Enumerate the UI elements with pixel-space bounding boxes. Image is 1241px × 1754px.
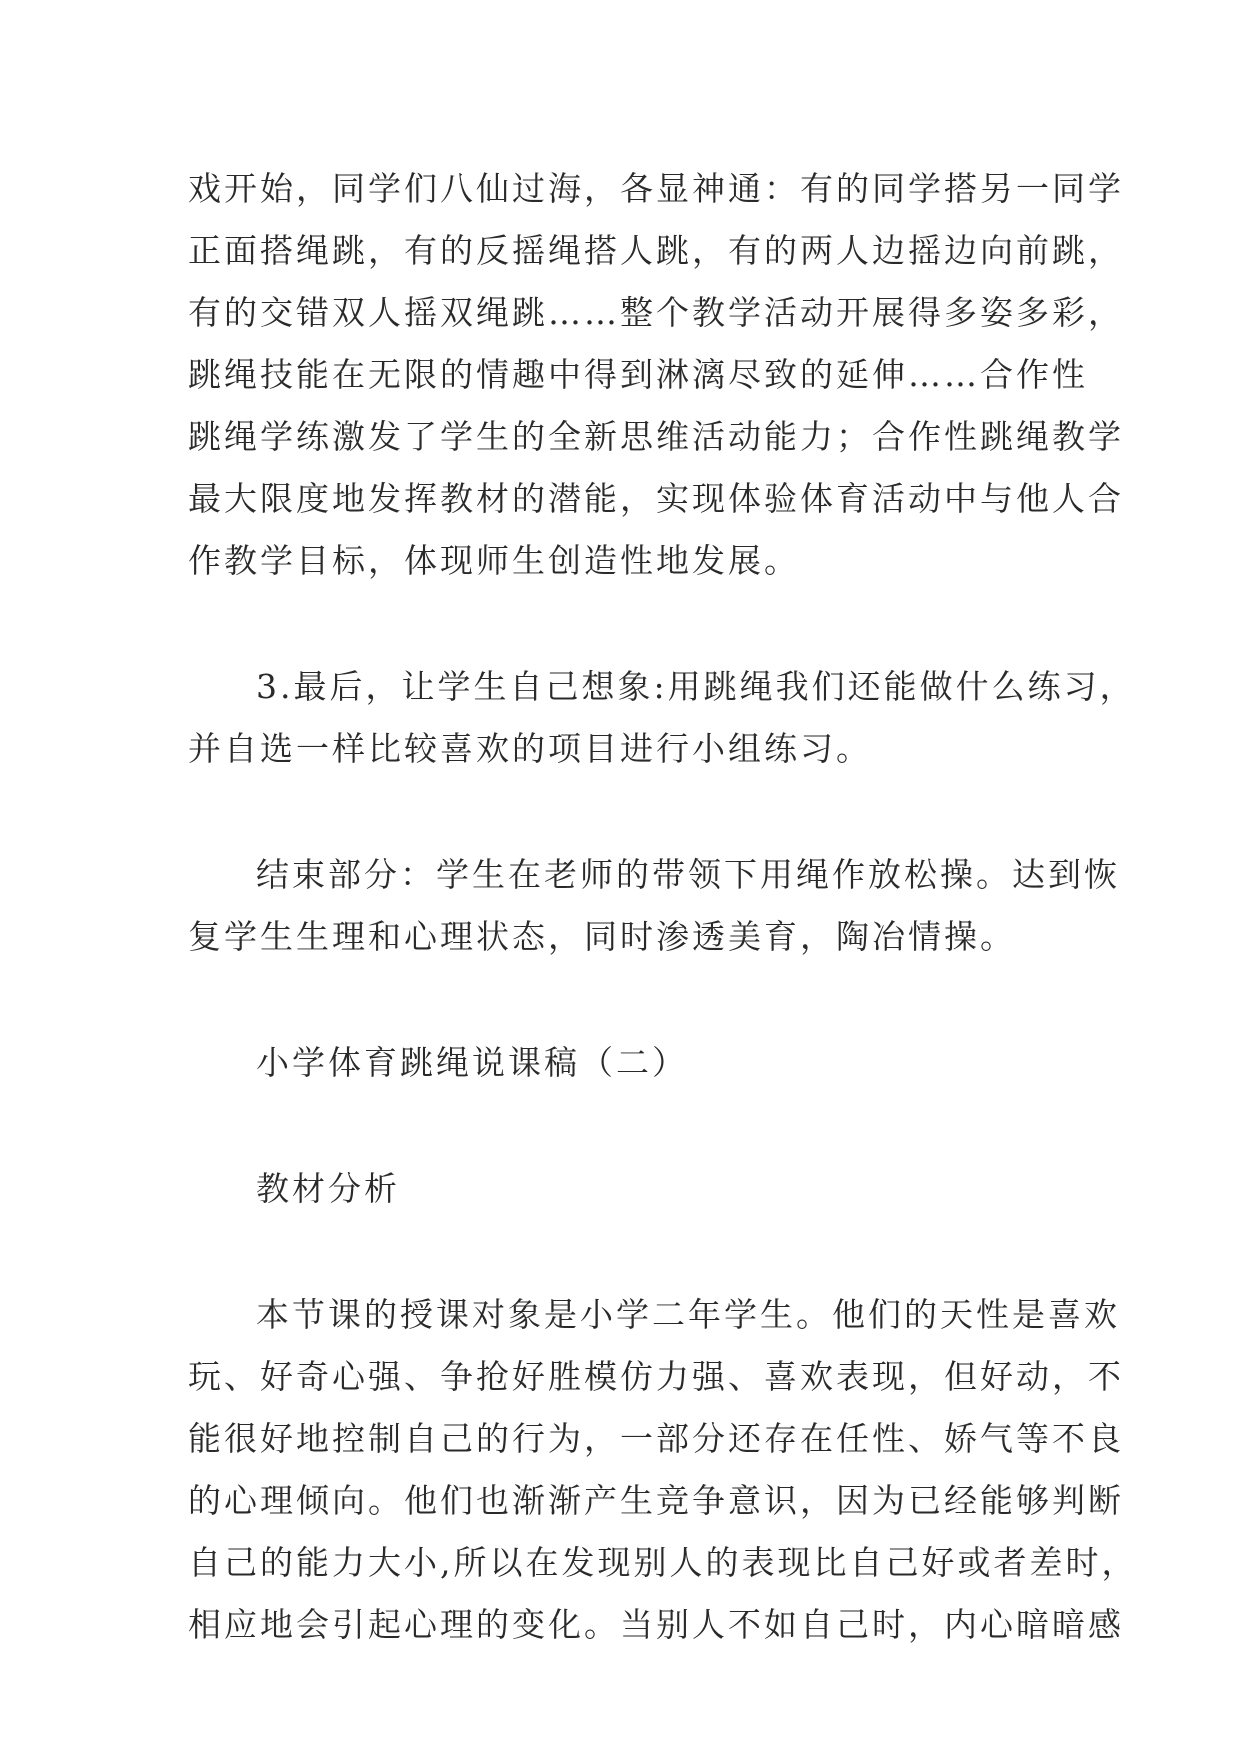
- paragraph-gap: [188, 1094, 1058, 1158]
- text-line: 跳绳技能在无限的情趣中得到淋漓尽致的延伸……合作性: [188, 355, 1088, 394]
- text-line: 的心理倾向。他们也渐渐产生竞争意识，因为已经能够判断: [188, 1481, 1124, 1520]
- paragraph-gap: [188, 780, 1058, 844]
- text-line: 3.最后，让学生自己想象:用跳绳我们还能做什么练习，: [256, 667, 1136, 706]
- paragraph-closing-part: [188, 844, 1120, 968]
- text-line: 作教学目标，体现师生创造性地发展。: [188, 541, 800, 580]
- paragraph-student-analysis: [188, 1284, 1138, 1656]
- text-line: 自己的能力大小,所以在发现别人的表现比自己好或者差时，: [188, 1543, 1138, 1582]
- text-line: 结束部分：学生在老师的带领下用绳作放松操。达到恢: [256, 855, 1120, 894]
- paragraph-gap: [188, 592, 1058, 656]
- section-title-text: 小学体育跳绳说课稿（二）: [256, 1043, 688, 1082]
- text-line: 正面搭绳跳，有的反摇绳搭人跳，有的两人边摇边向前跳，: [188, 231, 1124, 270]
- document-body: [188, 158, 1138, 1656]
- text-line: 戏开始，同学们八仙过海，各显神通：有的同学搭另一同学: [188, 169, 1124, 208]
- text-line: 最大限度地发挥教材的潜能，实现体验体育活动中与他人合: [188, 479, 1124, 518]
- text-line: 相应地会引起心理的变化。当别人不如自己时，内心暗暗感: [188, 1605, 1124, 1644]
- text-line: 有的交错双人摇双绳跳……整个教学活动开展得多姿多彩，: [188, 293, 1124, 332]
- text-line: 本节课的授课对象是小学二年学生。他们的天性是喜欢: [256, 1295, 1120, 1334]
- paragraph-gap: [188, 1220, 1058, 1284]
- subsection-heading: [188, 1158, 1058, 1220]
- paragraph-gap: [188, 968, 1058, 1032]
- paragraph-continuation: [188, 158, 1124, 592]
- section-title: [188, 1032, 1058, 1094]
- text-line: 玩、好奇心强、争抢好胜模仿力强、喜欢表现，但好动，不: [188, 1357, 1124, 1396]
- subsection-heading-text: 教材分析: [256, 1169, 400, 1208]
- text-line: 复学生生理和心理状态，同时渗透美育，陶冶情操。: [188, 917, 1016, 956]
- paragraph-step-3: [188, 656, 1136, 780]
- text-line: 跳绳学练激发了学生的全新思维活动能力；合作性跳绳教学: [188, 417, 1124, 456]
- text-line: 并自选一样比较喜欢的项目进行小组练习。: [188, 729, 872, 768]
- text-line: 能很好地控制自己的行为，一部分还存在任性、娇气等不良: [188, 1419, 1124, 1458]
